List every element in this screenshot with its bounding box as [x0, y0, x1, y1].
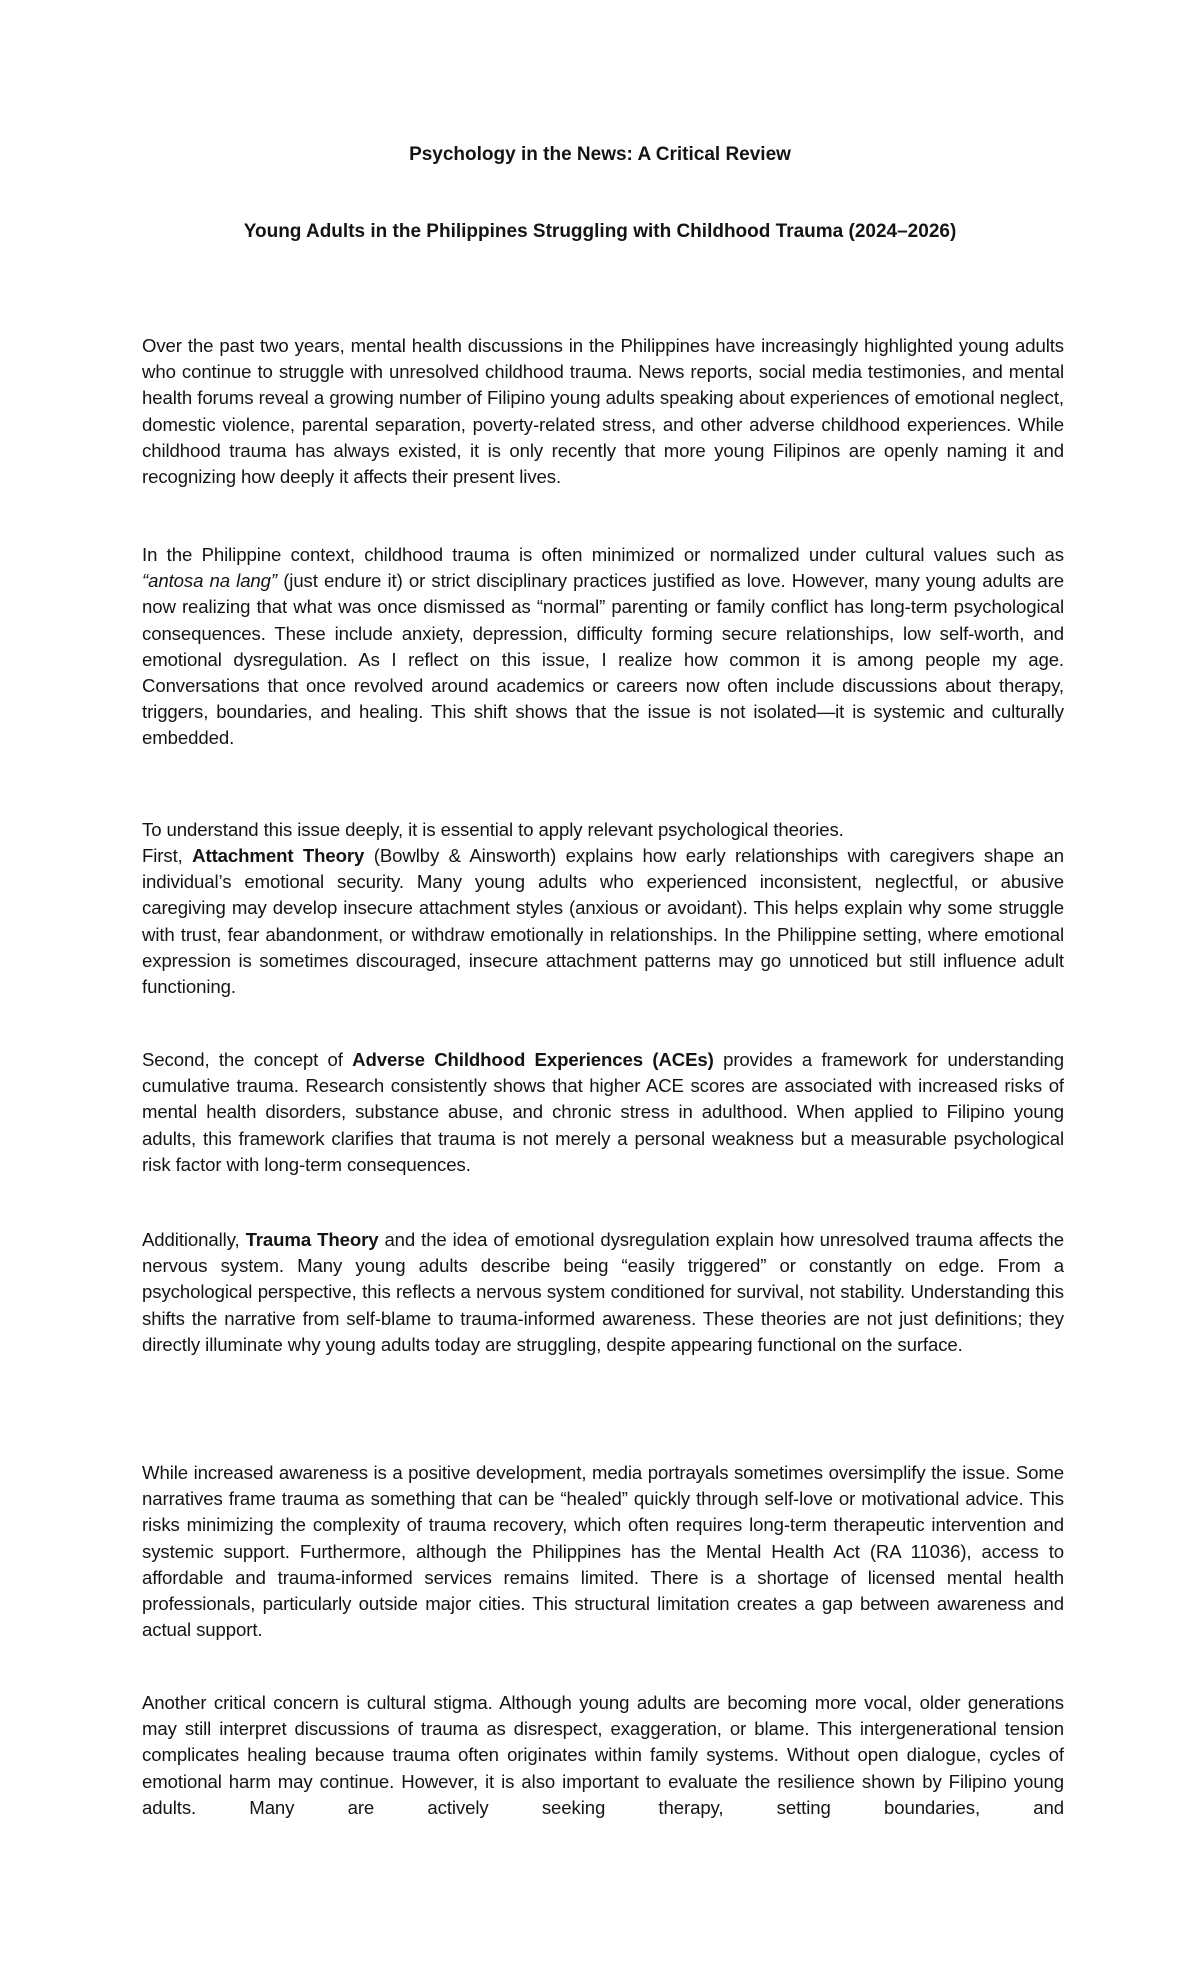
- paragraph-text: and the idea of emotional dysregulation explain how unresolved trauma affects the nervous system. Many young adults describe being “easily triggered” or constantly on edge. From a psychological perspective, this reflects a nervous system conditioned for survival, not stability. Understanding this shifts the narrative from self-blame to trauma-informed awareness. These theories are not just definitions; they directly illuminate why young adults today are struggling, despite appearing functional on the surface.: [142, 1229, 1064, 1355]
- document-title: Psychology in the News: A Critical Review: [409, 144, 791, 165]
- paragraph-cultural-stigma: Another critical concern is cultural stigma. Although young adults are becoming more vocal, older generations may still interpret discussions of trauma as disrespect, exaggeration, or blame. This intergenerational tension complicates healing because trauma often originates within family systems. Without open dialogue, cycles of emotional harm may continue. However, it is also important to evaluate the resilience shown by Filipino young adults. Many are actively seeking therapy, setting boundaries, and: [142, 1692, 1064, 1818]
- paragraph-text: Additionally,: [142, 1229, 246, 1250]
- bold-term: Adverse Childhood Experiences (ACEs): [352, 1049, 714, 1070]
- paragraph-philippine-context: [142, 542, 1064, 752]
- paragraph-text: (Bowlby & Ainsworth) explains how early relationships with caregivers shape an individual’s emotional security. Many young adults who experienced inconsistent, neglectful, or abusive caregiving may develop insecure attachment styles (anxious or avoidant). This helps explain why some struggle with trust, fear abandonment, or withdraw emotionally in relationships. In the Philippine setting, where emotional expression is sometimes discouraged, insecure attachment patterns may go unnoticed but still influence adult functioning.: [142, 845, 1065, 998]
- bold-term: Attachment Theory: [192, 845, 365, 866]
- italic-phrase: “antosa na lang”: [142, 570, 278, 592]
- paragraph-overview: Over the past two years, mental health discussions in the Philippines have increasingly highlighted young adults who continue to struggle with unresolved childhood trauma. News reports, social media testimonies, and mental health forums reveal a growing number of Filipino young adults speaking about experiences of emotional neglect, domestic violence, parental separation, poverty-related stress, and other adverse childhood experiences. While childhood trauma has always existed, it is only recently that more young Filipinos are openly naming it and recognizing how deeply it affects their present lives.: [142, 335, 1064, 488]
- document-subtitle: Young Adults in the Philippines Struggling with Childhood Trauma (2024–2026): [243, 221, 957, 242]
- paragraph-attachment-theory: [142, 843, 1064, 1000]
- paragraph-text: Second, the concept of: [142, 1049, 353, 1070]
- paragraph-text: (just endure it) or strict disciplinary practices justified as love. However, many young adults are now realizing that what was once dismissed as “normal” parenting or family conflict has long-term psychological consequences. These include anxiety, depression, difficulty forming secure relationships, low self-worth, and emotional dysregulation. As I reflect on this issue, I realize how common it is among people my age. Conversations that once revolved around academics or careers now often include discussions about therapy, triggers, boundaries, and healing. This shift shows that the issue is not isolated—it is systemic and culturally embedded.: [142, 570, 1064, 749]
- bold-term: Trauma Theory: [245, 1229, 379, 1250]
- paragraph-text: provides a framework for understanding cumulative trauma. Research consistently shows that higher ACE scores are associated with increased risks of mental health disorders, substance abuse, and chronic stress in adulthood. When applied to Filipino young adults, this framework clarifies that trauma is not merely a personal weakness but a measurable psychological risk factor with long-term consequences.: [142, 1049, 1064, 1175]
- paragraph-text: First,: [142, 845, 193, 866]
- paragraph-trauma-theory: [142, 1227, 1064, 1358]
- paragraph-aces: [142, 1047, 1064, 1178]
- paragraph-theories-intro: To understand this issue deeply, it is essential to apply relevant psychological theories.: [142, 819, 844, 840]
- paragraph-text: In the Philippine context, childhood trauma is often minimized or normalized under cultural values such as: [142, 544, 1064, 565]
- paragraph-media-portrayals: While increased awareness is a positive development, media portrayals sometimes oversimplify the issue. Some narratives frame trauma as something that can be “healed” quickly through self-love or motivational advice. This risks minimizing the complexity of trauma recovery, which often requires long-term therapeutic intervention and systemic support. Furthermore, although the Philippines has the Mental Health Act (RA 11036), access to affordable and trauma-informed services remains limited. There is a shortage of licensed mental health professionals, particularly outside major cities. This structural limitation creates a gap between awareness and actual support.: [142, 1462, 1064, 1641]
